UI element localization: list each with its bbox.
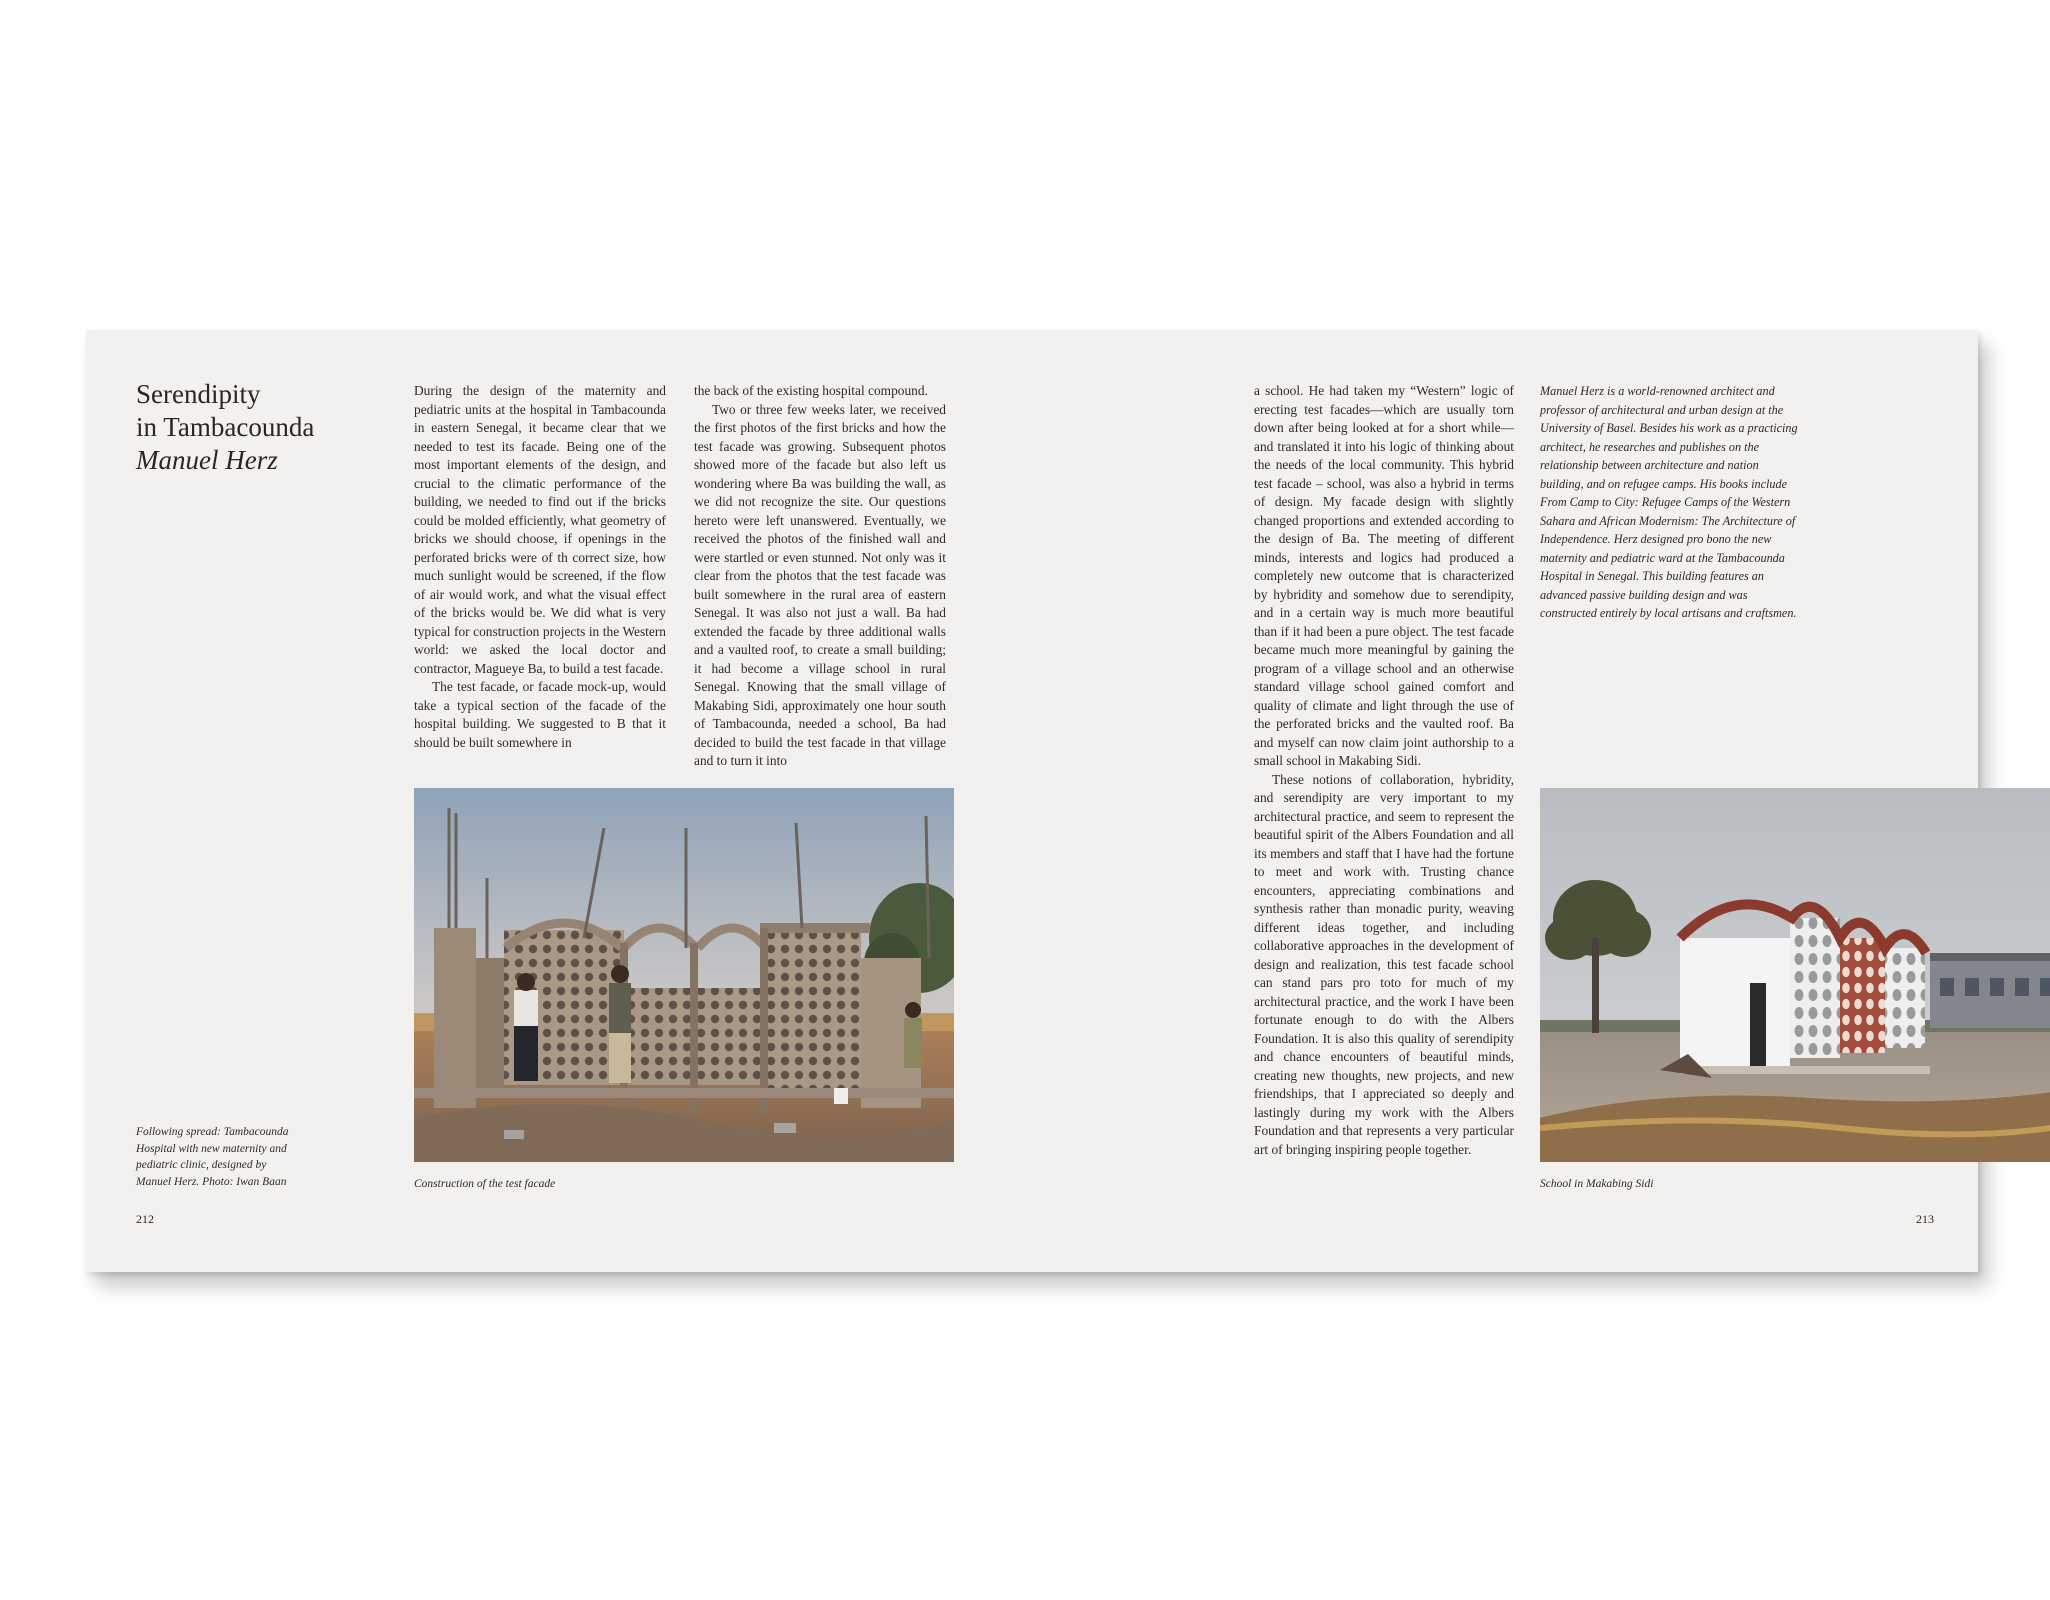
book-spread <box>86 330 1978 1272</box>
following-spread-note: Following spread: Tambacounda Hospital with new maternity and pediatric clinic, designed by Manuel Herz. Photo: Iwan Baan <box>136 1126 289 1188</box>
article-title-line-2: in Tambacounda <box>136 412 315 442</box>
paragraph: The test facade, or facade mock-up, would take a typical section of the facade of the hospital building. We suggested to B that it should be built somewhere in <box>414 679 666 750</box>
article-title-block <box>136 378 396 477</box>
paragraph: Two or three few weeks later, we received the first photos of the first bricks and how the test facade was growing. Subsequent photos showed more of the facade but also left us wondering where Ba was building the wall, as we did not recognize the site. Our questions hereto were left unanswered. Eventually, we received the photos of the finished wall and were startled or even stunned. Not only was it clear from the photos that the test facade was built somewhere in the rural area of eastern Senegal. It was also not just a wall. Ba had extended the facade by three additional walls and a vaulted roof, to create a small building; it had become a village school in rural Senegal. Knowing that the small village of Makabing Sidi, approximately one hour south of Tambacounda, needed a school, Ba had decided to build the test facade in that village and to turn it into <box>694 401 946 768</box>
bio-text: Manuel Herz is a world-renowned architect and professor of architectural and urban design at the University of Basel. Besides his work as a practicing architect, he researches and publishes on the relationship between architecture and nation building, and on refugee camps. His books include From Camp to City: Refugee Camps of the Western Sahara and African Modernism: The Architecture of Independence. Herz designed pro bono the new maternity and pediatric ward at the Tambacounda Hospital in Senegal. This building features an advanced passive building design and was constructed entirely by local artisans and craftsmen. <box>1540 384 1798 620</box>
page-number-right: 213 <box>1916 1212 1934 1226</box>
left-text-column-1 <box>414 382 666 752</box>
paragraph: the back of the existing hospital compound. <box>694 383 928 398</box>
page-number-left: 212 <box>136 1212 154 1226</box>
construction-photo-image <box>414 788 954 1162</box>
right-page <box>1032 330 1978 1272</box>
article-author: Manuel Herz <box>136 445 278 475</box>
school-photo-caption: School in Makabing Sidi <box>1540 1178 1654 1190</box>
construction-photo <box>414 788 954 1162</box>
left-page <box>86 330 1032 1272</box>
article-title-line-1: Serendipity <box>136 379 261 409</box>
paragraph: a school. He had taken my “Western” logic of erecting test facades—which are usually torn down after being looked at for a short while—and translated it into his logic of thinking about the needs of the local community. This hybrid test facade – school, was also a hybrid in terms of design. My facade design with slightly changed proportions and extended according to the design of Ba. The meeting of different minds, interests and logics had produced a completely new outcome that is characterized by hybridity and somehow due to serendipity, and in a certain way is much more beautiful than if it had been a pure object. The test facade became much more meaningful by gaining the program of a village school and an otherwise standard village school gained comfort and quality of climate and light through the use of the perforated bricks and the vaulted roof. Ba and myself can now claim joint authorship to a small school in Makabing Sidi. <box>1254 383 1514 768</box>
author-bio <box>1540 382 1802 623</box>
construction-photo-caption: Construction of the test facade <box>414 1178 556 1190</box>
paragraph: These notions of collaboration, hybridity, and serendipity are very important to my architectural practice, and seem to represent the beautiful spirit of the Albers Foundation and all its members and staff that I have had the fortune to meet and work with. Trusting chance encounters, appreciating combinations and synthesis rather than monadic purity, weaving different ideas together, and including collaborative approaches in the development of design and realization, this test facade school can stand pars pro toto for much of my architectural practice, and the work I have been fortunate enough to do with the Albers Foundation. It is also this quality of serendipity and chance encounters of beautiful minds, creating new thoughts, new projects, and new friendships, that I appreciated so deeply and lastingly during my work with the Albers Foundation and that represents a very particular art of bringing inspiring people together. <box>1254 771 1514 1157</box>
school-photo-image <box>1540 788 2050 1162</box>
paragraph: During the design of the maternity and pediatric units at the hospital in Tambacounda in eastern Senegal, it became clear that we needed to test its facade. Being one of the most important elements of the design, and crucial to the climatic performance of the building, we needed to find out if the bricks could be molded efficiently, what geometry of bricks we should choose, if openings in the perforated bricks were of th correct size, how much sunlight would be screened, if the flow of air would work, and what the visual effect of the bricks would be. We did what is very typical for construction projects in the Western world: we asked the local doctor and contractor, Magueye Ba, to build a test facade. <box>414 383 666 676</box>
school-photo <box>1540 788 2050 1162</box>
left-text-column-2 <box>694 382 946 771</box>
right-text-column-1 <box>1254 382 1514 1159</box>
